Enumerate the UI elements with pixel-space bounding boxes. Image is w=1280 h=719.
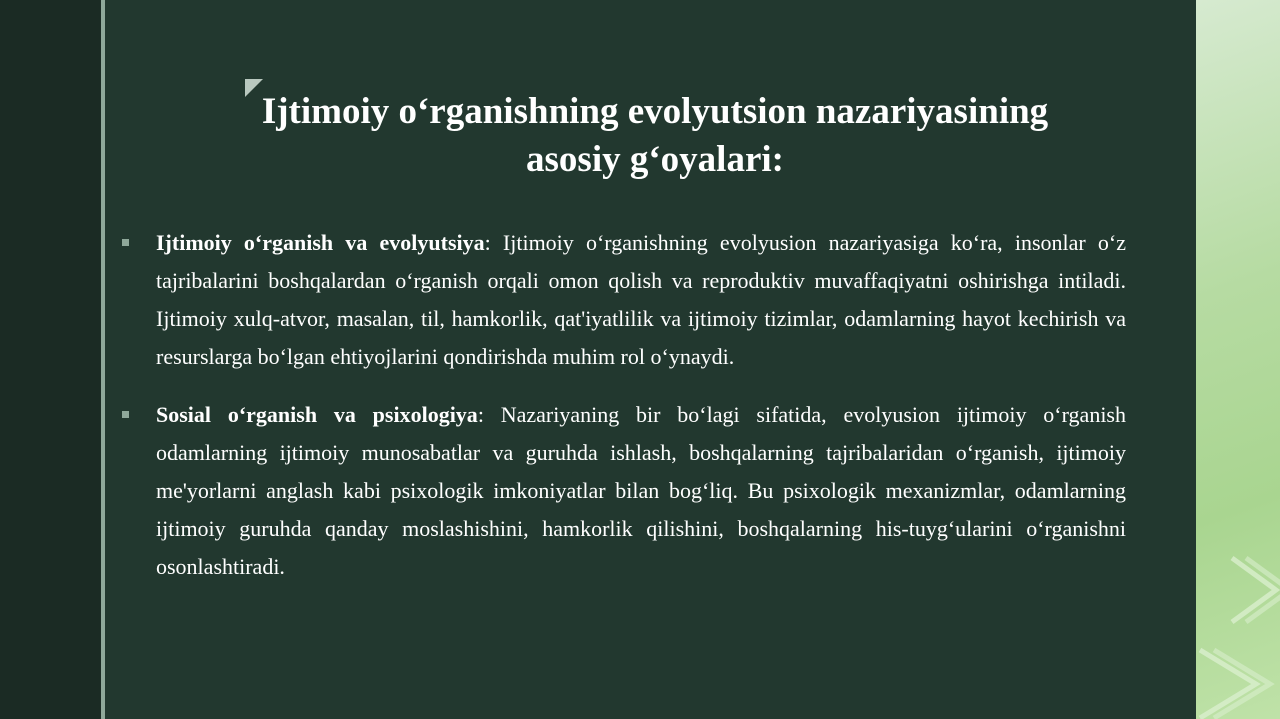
- bullet-term: Ijtimoiy o‘rganish va evolyutsiya: [156, 230, 485, 255]
- bullet-text: : Nazariyaning bir bo‘lagi sifatida, evolyusion ijtimoiy o‘rganish odamlarning ijtimoiy munosabatlar va guruhda ishlash, boshqalarning tajribalaridan o‘rganish, ijtimoiy me'yorlarni anglash kabi psixologik imkoniyatlar bilan bog‘liq. Bu psixologik mexanizmlar, odamlarning ijtimoiy guruhda qanday moslashishini, hamkorlik qilishini, boshqalarning his-tuyg‘ularini o‘rganishni osonlashtiradi.: [156, 402, 1126, 579]
- bullet-list: [118, 224, 1126, 606]
- bullet-item: [118, 224, 1126, 376]
- right-decorative-panel: [1196, 0, 1280, 719]
- bullet-square-icon: [122, 411, 129, 418]
- chevron-decoration-icon: [1196, 0, 1280, 719]
- title-line-2: asosiy g‘oyalari:: [526, 139, 784, 180]
- left-strip: [0, 0, 101, 719]
- bullet-term: Sosial o‘rganish va psixologiya: [156, 402, 478, 427]
- bullet-item: [118, 396, 1126, 586]
- bullet-text: : Ijtimoiy o‘rganishning evolyusion nazariyasiga ko‘ra, insonlar o‘z tajribalarini boshqalardan o‘rganish orqali omon qolish va reproduktiv muvaffaqiyatni oshirishga intiladi. Ijtimoiy xulq-atvor, masalan, til, hamkorlik, qat'iyatlilik va ijtimoiy tizimlar, odamlarning hayot kechirish va resurslarga bo‘lgan ehtiyojlarini qondirishda muhim rol o‘ynaydi.: [156, 230, 1126, 369]
- title-line-1: Ijtimoiy o‘rganishning evolyutsion nazariyasining: [261, 91, 1049, 132]
- slide-title: [160, 88, 1150, 184]
- bullet-square-icon: [122, 239, 129, 246]
